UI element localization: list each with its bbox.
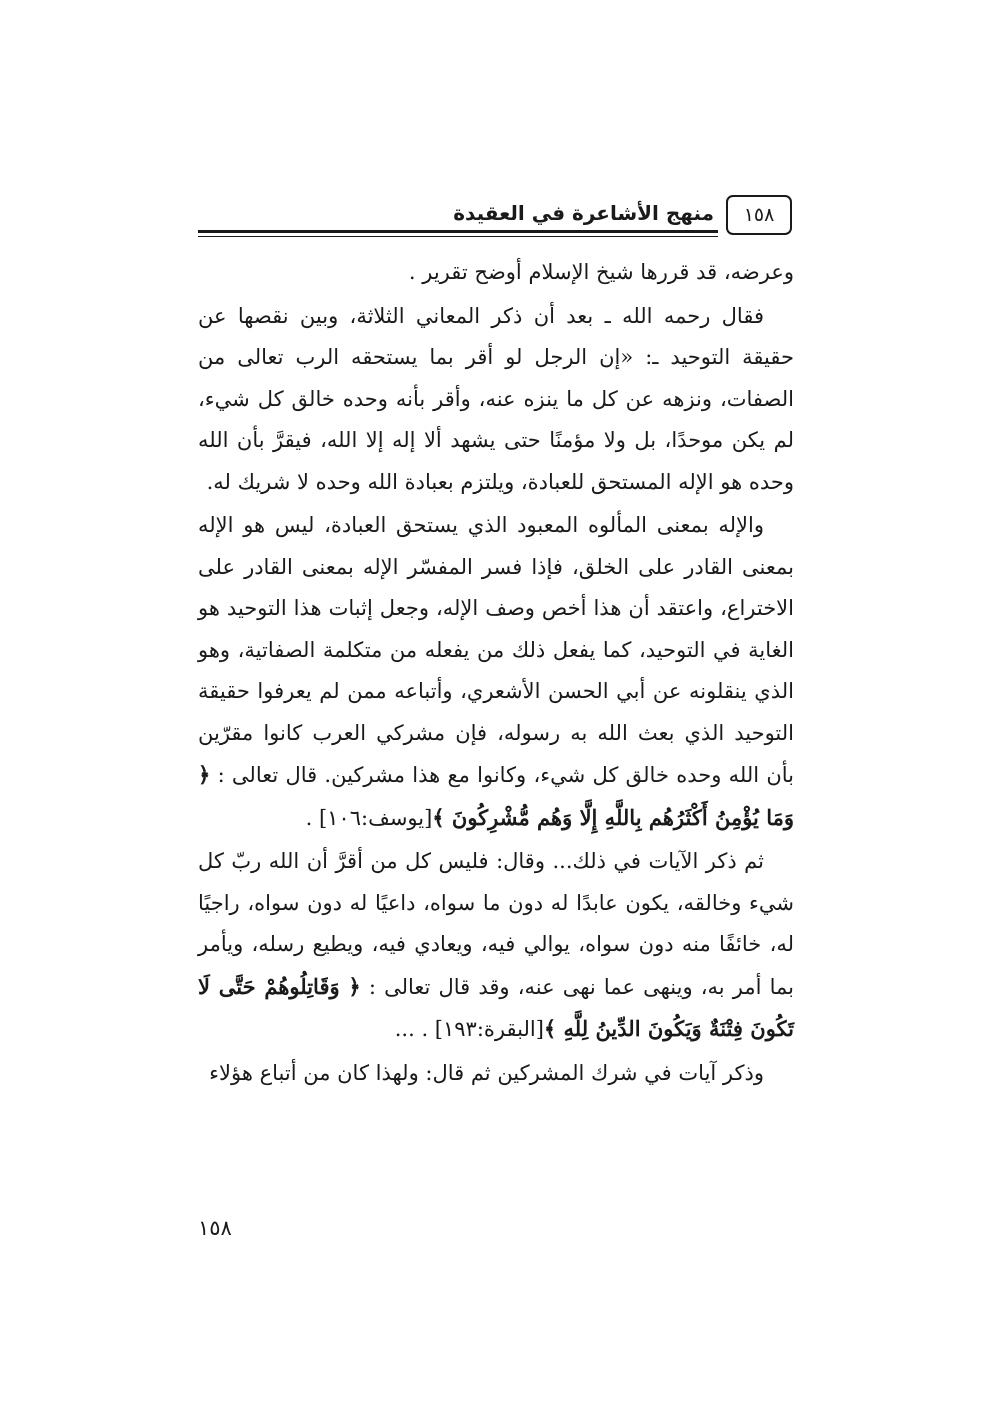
verse-reference: [يوسف:١٠٦] . — [305, 805, 433, 830]
verse-reference: [البقرة:١٩٣] . ... — [394, 1017, 544, 1041]
paragraph-text: والإله بمعنى المألوه المعبود الذي يستحق العبادة، ليس هو الإله بمعنى القادر على الخلق، فإذا فسر المفسّر الإله بمعنى القادر على الاختراع، واعتقد أن هذا أخص وصف الإله، وجعل إثبات هذا التوحيد هو الغاية في التوحيد، كما يفعل ذلك من يفعله من متكلمة الصفاتية، وهو الذي ينقلونه عن أبي الحسن الأشعري، وأتباعه ممن لم يعرفوا حقيقة التوحيد الذي بعث الله به رسوله، فإن مشركي العرب كانوا مقرّين بأن الله وحده خالق كل شيء، وكانوا مع هذا مشركين. قال تعالى : — [198, 513, 794, 787]
header-rule-thick — [198, 230, 718, 233]
header-rule-thin — [198, 236, 718, 237]
running-title: منهج الأشاعرة في العقيدة — [453, 201, 714, 225]
footer-page-number: ١٥٨ — [198, 1216, 232, 1240]
quran-verse: ﴿ وَقَاتِلُوهُمْ حَتَّى لَا تَكُونَ فِتْنَةٌ وَيَكُونَ الدِّينُ لِلَّهِ ﴾ — [198, 973, 794, 1041]
paragraph-worship — [198, 841, 794, 1051]
paragraph-text: ثم ذكر الآيات في ذلك... وقال: فليس كل من أقرَّ أن الله ربّ كل شيء وخالقه، يكون عابدًا له دون ما سواه، داعيًا له دون سواه، راجيًا له، خائفًا منه دون سواه، يوالي فيه، ويعادي فيه، ويطيع رسله، ويأمر بما أمر به، وينهى عما نهى عنه، وقد قال تعالى : — [198, 849, 794, 999]
header-page-number: ١٥٨ — [726, 195, 792, 235]
paragraph-continuation: وعرضه، قد قررها شيخ الإسلام أوضح تقرير . — [408, 260, 794, 284]
page-body — [198, 252, 794, 1096]
page-header — [198, 195, 792, 240]
paragraph-final: وذكر آيات في شرك المشركين ثم قال: ولهذا كان من أتباع هؤلاء — [209, 1060, 764, 1085]
quran-verse: ﴿ وَمَا يُؤْمِنُ أَكْثَرُهُم بِاللَّهِ إِلَّا وَهُم مُّشْرِكُونَ ﴾ — [198, 762, 794, 830]
paragraph-ilah-meaning — [198, 505, 794, 839]
paragraph-quote-intro: فقال رحمه الله ـ بعد أن ذكر المعاني الثلاثة، وبين نقصها عن حقيقة التوحيد ـ: «إن الرجل لو أقر بما يستحقه الرب تعالى من الصفات، ونزهه عن كل ما ينزه عنه، وأقر بأنه وحده خالق كل شيء، لم يكن موحدًا، بل ولا مؤمنًا حتى يشهد ألا إله إلا الله، فيقرَّ بأن الله وحده هو الإله المستحق للعبادة، ويلتزم بعبادة الله وحده لا شريك له. — [198, 303, 794, 494]
